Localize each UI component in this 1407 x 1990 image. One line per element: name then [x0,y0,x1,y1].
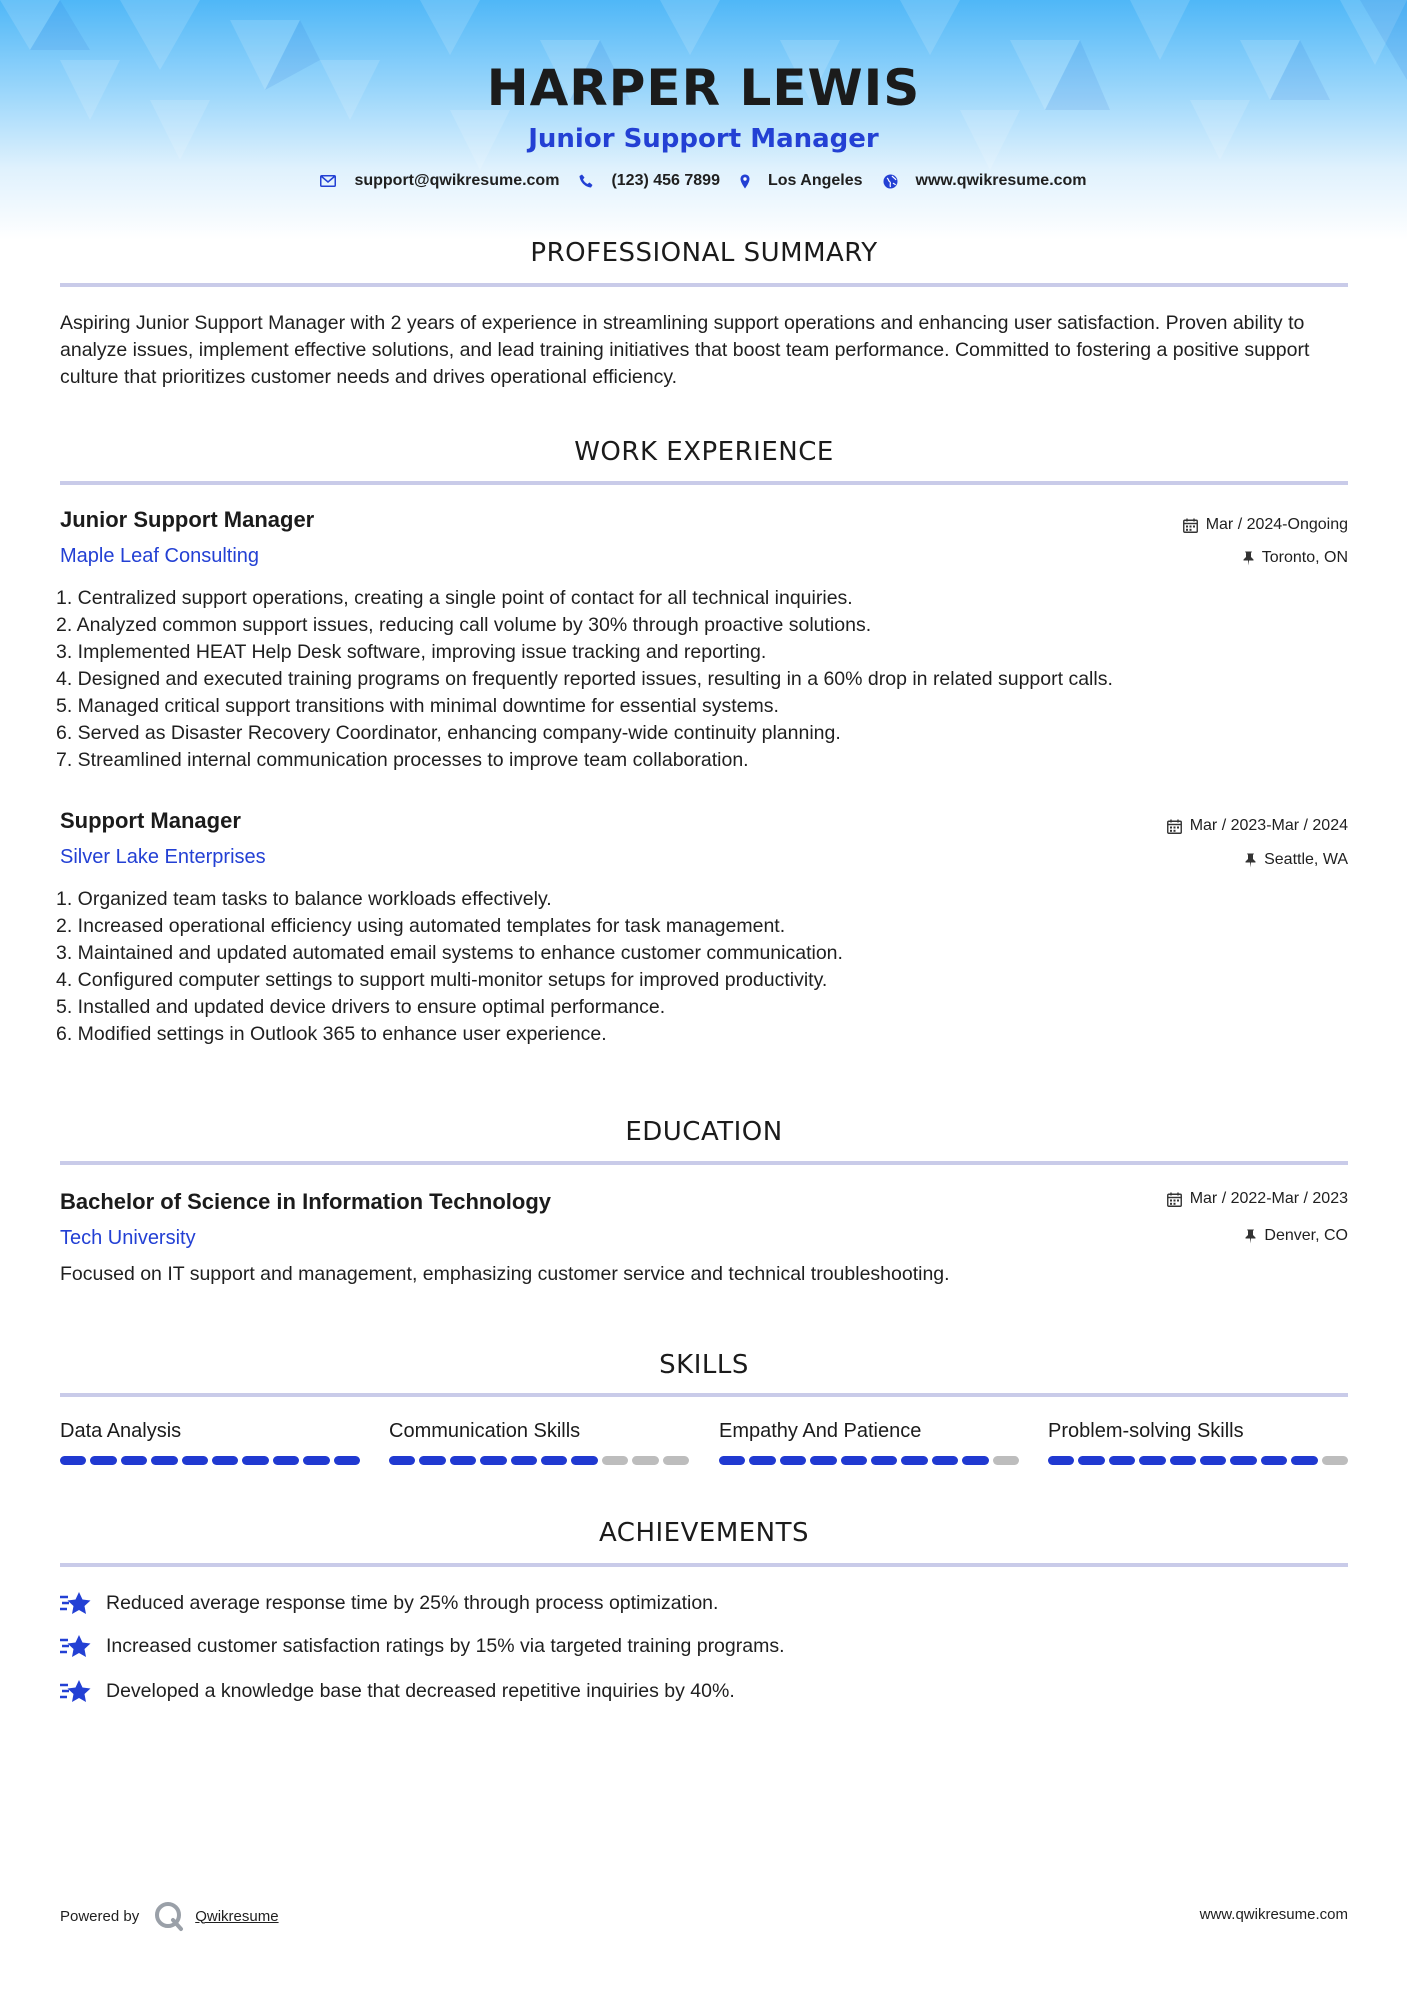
summary-text: Aspiring Junior Support Manager with 2 years of experience in streamlining support operations and enhancing user satisfaction. Proven ability to analyze issues, implement effective solutions, and lead training initiatives that boost team performance. Committed to fostering a positive support culture that prioritizes customer needs and drives operational efficiency. [60,312,1310,388]
skill-level-segment [1322,1456,1348,1465]
skill-level-segment [841,1456,867,1465]
pushpin-icon [1243,551,1254,566]
experience-rule [60,481,1348,485]
footer-website[interactable]: www.qwikresume.com [1199,1906,1348,1923]
skill-level-segment [1109,1456,1135,1465]
skill-level-segment [1139,1456,1165,1465]
achievements-heading: ACHIEVEMENTS [598,1518,810,1548]
skill-level-bar [389,1456,689,1465]
experience-heading: WORK EXPERIENCE [574,437,834,467]
skill-level-segment [90,1456,116,1465]
skills-rule [60,1393,1348,1397]
skill-level-segment [541,1456,567,1465]
skill-name: Data Analysis [60,1420,182,1442]
list-item: 6. Served as Disaster Recovery Coordinator, enhancing company-wide continuity planning. [56,722,841,744]
skill-level-segment [962,1456,988,1465]
list-item: 4. Designed and executed training programs on frequently reported issues, resulting in a 60% drop in related support calls. [56,668,1113,690]
calendar-icon [1167,819,1182,834]
skill-level-segment [1048,1456,1074,1465]
skill-level-segment [901,1456,927,1465]
job-dates [1167,817,1348,835]
resume-header [0,56,1407,156]
contact-email[interactable] [320,172,559,190]
achievement-text: Developed a knowledge base that decreased repetitive inquiries by 40%. [106,1679,735,1702]
summary-heading: PROFESSIONAL SUMMARY [530,238,878,268]
job-title: Junior Support Manager [60,507,315,532]
footer-powered-by [60,1900,279,1932]
skill-level-segment [932,1456,958,1465]
pushpin-icon [1245,1229,1256,1244]
achievement-text: Reduced average response time by 25% through process optimization. [106,1591,719,1614]
job-dates [1183,516,1348,534]
job-location-text: Toronto, ON [1261,549,1348,566]
job-location [1245,851,1348,869]
contact-phone[interactable] [579,172,720,190]
candidate-name: HARPER LEWIS [486,59,921,117]
contact-bar [0,172,1407,190]
list-item: 6. Modified settings in Outlook 365 to enhance user experience. [56,1023,607,1045]
skill-level-segment [389,1456,415,1465]
achievement-item [60,1633,785,1659]
achievement-item [60,1678,735,1704]
skill-level-segment [60,1456,86,1465]
website-text: www.qwikresume.com [915,172,1087,189]
education-description: Focused on IT support and management, emphasizing customer service and technical troubleshooting. [60,1263,950,1285]
skill-level-segment [663,1456,689,1465]
skill-level-segment [1230,1456,1256,1465]
achievements-rule [60,1563,1348,1567]
skill-level-segment [334,1456,360,1465]
candidate-role: Junior Support Manager [528,124,879,154]
skill-level-segment [780,1456,806,1465]
skill-level-segment [1170,1456,1196,1465]
skill-level-segment [632,1456,658,1465]
list-item: 3. Implemented HEAT Help Desk software, improving issue tracking and reporting. [56,641,767,663]
list-item: 5. Installed and updated device drivers to ensure optimal performance. [56,996,666,1018]
skill-level-segment [182,1456,208,1465]
list-item: 3. Maintained and updated automated email systems to enhance customer communication. [56,942,843,964]
phone-text: (123) 456 7899 [611,172,720,189]
calendar-icon [1183,518,1198,533]
skill-level-bar [1048,1456,1348,1465]
star-icon [60,1678,92,1704]
skill-level-segment [1078,1456,1104,1465]
skill-level-segment [480,1456,506,1465]
skill-level-segment [810,1456,836,1465]
skill-name: Problem-solving Skills [1048,1420,1244,1442]
skill-level-segment [273,1456,299,1465]
star-icon [60,1590,92,1616]
contact-website[interactable] [883,172,1087,190]
skill-level-segment [450,1456,476,1465]
job-location [1243,549,1348,567]
education-school: Tech University [60,1227,196,1249]
education-location-text: Denver, CO [1264,1227,1348,1244]
calendar-icon [1167,1192,1182,1207]
powered-by-label: Powered by [60,1907,140,1925]
skill-level-segment [511,1456,537,1465]
summary-rule [60,283,1348,287]
skill-name: Communication Skills [389,1420,581,1442]
pushpin-icon [1245,853,1256,868]
list-item: 1. Centralized support operations, creating a single point of contact for all technical inquiries. [56,587,853,609]
skill-level-segment [719,1456,745,1465]
skill-level-segment [602,1456,628,1465]
skill-level-segment [571,1456,597,1465]
job-company: Silver Lake Enterprises [60,846,266,868]
list-item: 1. Organized team tasks to balance workloads effectively. [56,888,552,910]
skill-level-segment [419,1456,445,1465]
skill-level-segment [1261,1456,1287,1465]
phone-icon [579,174,593,188]
achievement-item [60,1590,718,1616]
job-location-text: Seattle, WA [1264,851,1348,868]
list-item: 7. Streamlined internal communication processes to improve team collaboration. [56,749,749,771]
education-heading: EDUCATION [625,1117,783,1147]
star-icon [60,1633,92,1659]
qwikresume-logo-icon [153,1900,185,1932]
list-item: 2. Increased operational efficiency using automated templates for task management. [56,915,786,937]
skill-item [60,1418,360,1465]
skill-level-segment [242,1456,268,1465]
achievement-text: Increased customer satisfaction ratings by 15% via targeted training programs. [106,1634,785,1657]
skill-level-segment [212,1456,238,1465]
education-location [1245,1227,1348,1245]
list-item: 2. Analyzed common support issues, reducing call volume by 30% through proactive solutions. [56,614,872,636]
skill-level-segment [1200,1456,1226,1465]
skill-level-segment [749,1456,775,1465]
skill-level-segment [303,1456,329,1465]
email-text: support@qwikresume.com [354,172,560,189]
job-company: Maple Leaf Consulting [60,545,260,567]
envelope-icon [320,175,336,187]
skill-item [719,1418,1019,1465]
education-dates [1167,1190,1348,1208]
globe-icon [883,174,898,189]
list-item: 5. Managed critical support transitions with minimal downtime for essential systems. [56,695,779,717]
contact-location [740,172,863,190]
qwikresume-link[interactable]: Qwikresume [195,1907,279,1925]
job-bullets [56,886,1356,1048]
job-bullets [56,585,1356,774]
map-pin-icon [740,174,750,189]
education-rule [60,1161,1348,1165]
job-dates-text: Mar / 2024-Ongoing [1205,516,1348,533]
skill-level-segment [871,1456,897,1465]
skill-name: Empathy And Patience [719,1420,922,1442]
skill-level-segment [151,1456,177,1465]
job-dates-text: Mar / 2023-Mar / 2024 [1189,817,1348,834]
job-title: Support Manager [60,808,241,833]
list-item: 4. Configured computer settings to support multi-monitor setups for improved productivity. [56,969,828,991]
skill-level-bar [60,1456,360,1465]
skill-level-bar [719,1456,1019,1465]
location-text: Los Angeles [767,172,863,189]
skill-level-segment [121,1456,147,1465]
skill-item [1048,1418,1348,1465]
skills-heading: SKILLS [659,1350,749,1380]
education-dates-text: Mar / 2022-Mar / 2023 [1189,1190,1348,1207]
skill-level-segment [1291,1456,1317,1465]
education-degree: Bachelor of Science in Information Technology [60,1189,551,1214]
skill-level-segment [993,1456,1019,1465]
skill-item [389,1418,689,1465]
